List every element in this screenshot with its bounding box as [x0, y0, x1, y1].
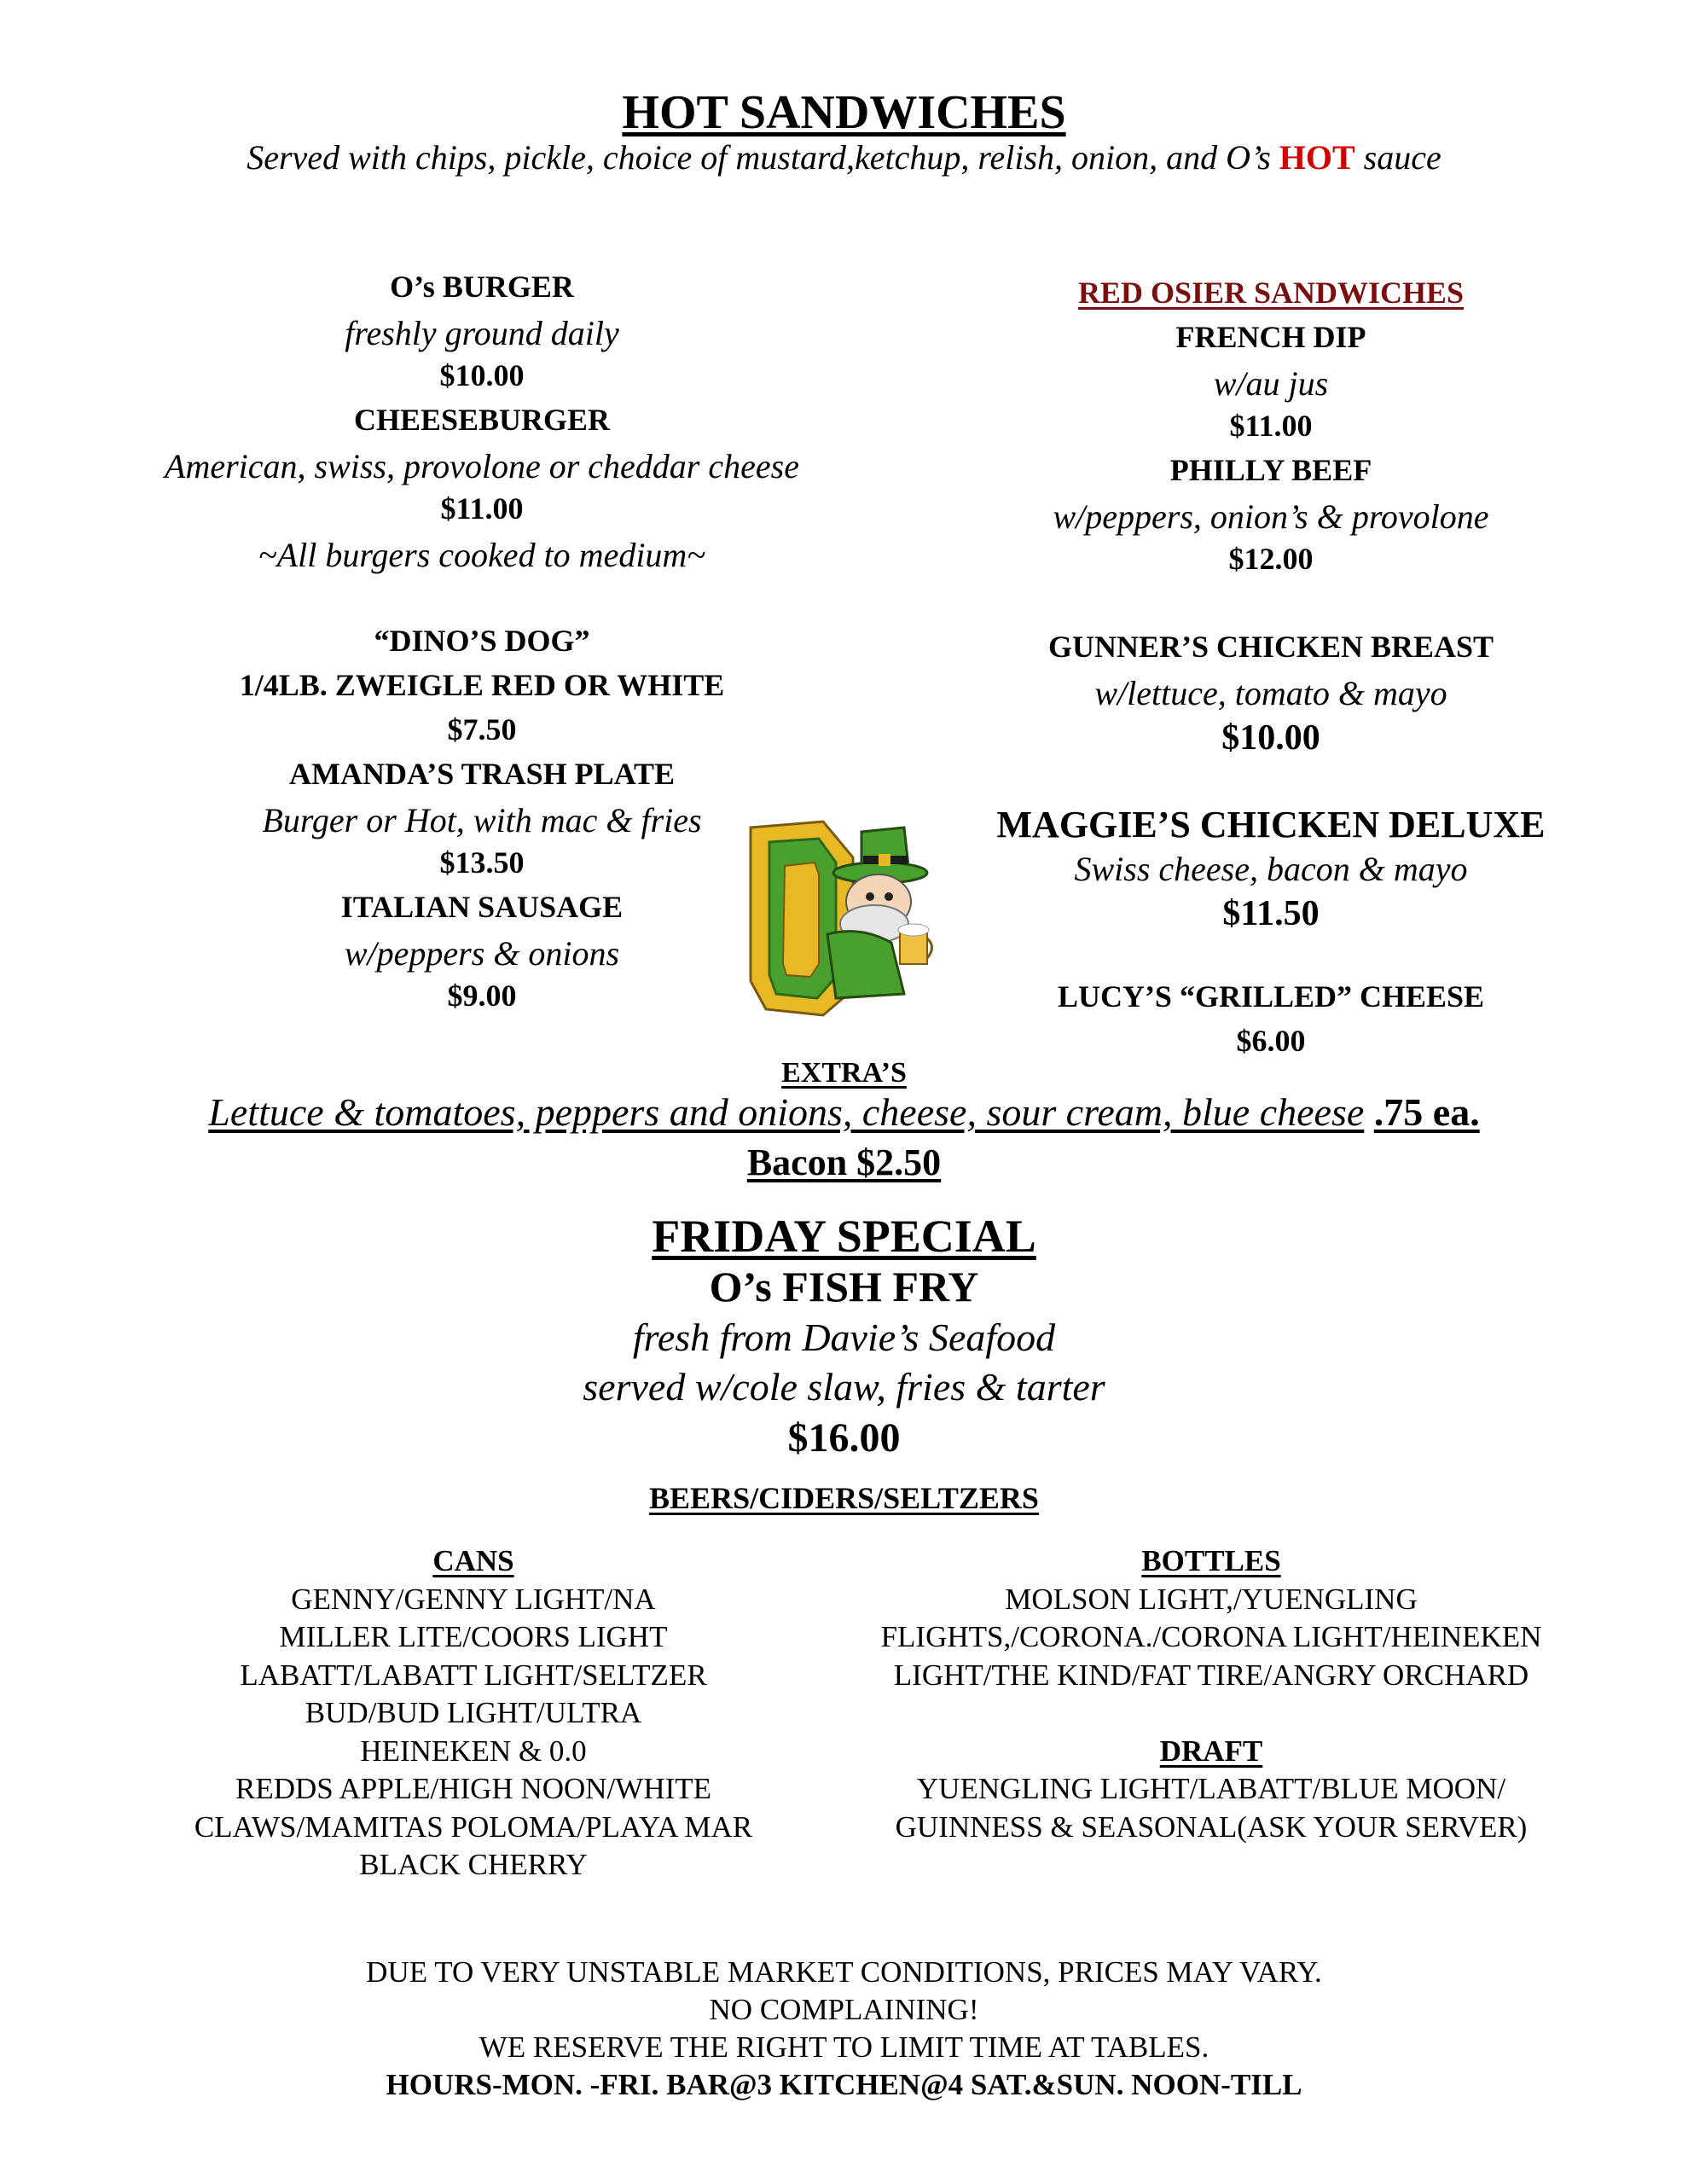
menu-item-desc: w/lettuce, tomato & mayo — [1094, 674, 1447, 712]
menu-item-price: $10.00 — [1221, 718, 1320, 758]
hours-line: HOURS-MON. -FRI. BAR@3 KITCHEN@4 SAT.&SUN. NOON-TILL — [386, 2068, 1302, 2101]
burger-note: ~All burgers cooked to medium~ — [258, 536, 705, 574]
list-item: YUENGLING LIGHT/LABATT/BLUE MOON/ — [916, 1772, 1506, 1805]
list-item: BLACK CHERRY — [359, 1848, 588, 1881]
friday-item: O’s FISH FRY — [709, 1263, 979, 1310]
menu-item-desc: American, swiss, provolone or cheddar cheese — [165, 447, 799, 485]
menu-item-name: “DINO’S DOG” — [374, 624, 590, 658]
list-item: LIGHT/THE KIND/FAT TIRE/ANGRY ORCHARD — [893, 1658, 1529, 1692]
extras-title: EXTRA’S — [781, 1057, 907, 1089]
menu-item-desc: Swiss cheese, bacon & mayo — [1074, 850, 1468, 888]
list-item: MOLSON LIGHT,/YUENGLING — [1005, 1582, 1418, 1616]
footer — [0, 1954, 1688, 2104]
menu-item-desc: w/peppers, onion’s & provolone — [1053, 497, 1489, 536]
subtitle-hot: HOT — [1279, 138, 1355, 177]
list-item: GENNY/GENNY LIGHT/NA — [291, 1582, 656, 1616]
beers-title: BEERS/CIDERS/SELTZERS — [649, 1481, 1039, 1515]
friday-price: $16.00 — [787, 1415, 901, 1461]
section-title-red-osier: RED OSIER SANDWICHES — [1077, 276, 1465, 310]
menu-item-price: $11.00 — [440, 491, 524, 526]
menu-item-name: O’s BURGER — [390, 270, 574, 304]
bottles-column — [819, 1542, 1604, 1846]
list-item: GUINNESS & SEASONAL(ASK YOUR SERVER) — [895, 1809, 1528, 1844]
bottles-title: BOTTLES — [1141, 1544, 1281, 1577]
list-item: FLIGHTS,/CORONA./CORONA LIGHT/HEINEKEN — [880, 1620, 1542, 1653]
menu-item-price: $12.00 — [1228, 542, 1314, 576]
extras-price: .75 ea. — [1373, 1090, 1480, 1134]
subtitle-text: Served with chips, pickle, choice of mustard,ketchup, relish, onion, and O’s — [247, 138, 1271, 177]
leprechaun-icon — [734, 806, 938, 1019]
friday-title: FRIDAY SPECIAL — [652, 1211, 1036, 1262]
menu-item-name: CHEESEBURGER — [353, 403, 611, 437]
menu-item-desc: w/peppers & onions — [344, 934, 620, 973]
cans-title: CANS — [432, 1544, 514, 1577]
menu-item-name: MAGGIE’S CHICKEN DELUXE — [996, 804, 1546, 845]
footer-line: NO COMPLAINING! — [709, 1993, 979, 2026]
menu-item-desc: 1/4LB. ZWEIGLE RED OR WHITE — [239, 668, 725, 702]
list-item: BUD/BUD LIGHT/ULTRA — [305, 1696, 642, 1729]
spacer — [819, 1694, 1604, 1733]
list-item: MILLER LITE/COORS LIGHT — [279, 1620, 668, 1653]
menu-item-name: AMANDA’S TRASH PLATE — [288, 757, 676, 791]
menu-item-name: GUNNER’S CHICKEN BREAST — [1047, 630, 1494, 664]
friday-line1: fresh from Davie’s Seafood — [632, 1316, 1056, 1359]
right-menu-column — [904, 275, 1638, 1067]
footer-line: DUE TO VERY UNSTABLE MARKET CONDITIONS, PRICES MAY VARY. — [366, 1955, 1322, 1989]
menu-item-price: $11.50 — [1222, 894, 1320, 933]
footer-line: WE RESERVE THE RIGHT TO LIMIT TIME AT TABLES. — [479, 2030, 1209, 2064]
list-item: REDDS APPLE/HIGH NOON/WHITE — [235, 1772, 712, 1805]
subtitle-text-end: sauce — [1363, 138, 1441, 177]
list-item: HEINEKEN & 0.0 — [360, 1734, 587, 1768]
menu-item-desc: freshly ground daily — [345, 314, 619, 352]
list-item: CLAWS/MAMITAS POLOMA/PLAYA MAR — [194, 1809, 753, 1844]
extras-list: Lettuce & tomatoes, peppers and onions, cheese, sour cream, blue cheese — [208, 1090, 1365, 1134]
menu-item-name: LUCY’S “GRILLED” CHEESE — [1057, 979, 1485, 1014]
menu-item-price: $9.00 — [447, 979, 517, 1013]
menu-item-price: $7.50 — [447, 712, 517, 746]
leprechaun-logo — [734, 806, 938, 1019]
menu-item-price: $10.00 — [439, 358, 525, 392]
page-subtitle — [0, 138, 1688, 177]
menu-item-name: ITALIAN SAUSAGE — [340, 890, 624, 924]
page-title: HOT SANDWICHES — [622, 86, 1066, 139]
menu-item-desc: Burger or Hot, with mac & fries — [262, 801, 702, 839]
menu-item-desc: w/au jus — [1213, 364, 1329, 403]
friday-line2: served w/cole slaw, fries & tarter — [583, 1365, 1105, 1409]
menu-item-price: $11.00 — [1229, 409, 1313, 443]
menu-item-name: PHILLY BEEF — [1169, 453, 1372, 487]
list-item: LABATT/LABATT LIGHT/SELTZER — [240, 1658, 707, 1692]
menu-item-name: FRENCH DIP — [1175, 320, 1366, 354]
menu-item-price: $6.00 — [1236, 1024, 1306, 1058]
cans-column — [94, 1542, 853, 1885]
draft-title: DRAFT — [1159, 1734, 1263, 1768]
menu-item-price: $13.50 — [439, 845, 525, 880]
extras-bacon: Bacon $2.50 — [746, 1141, 942, 1183]
extras-line — [0, 1090, 1688, 1136]
